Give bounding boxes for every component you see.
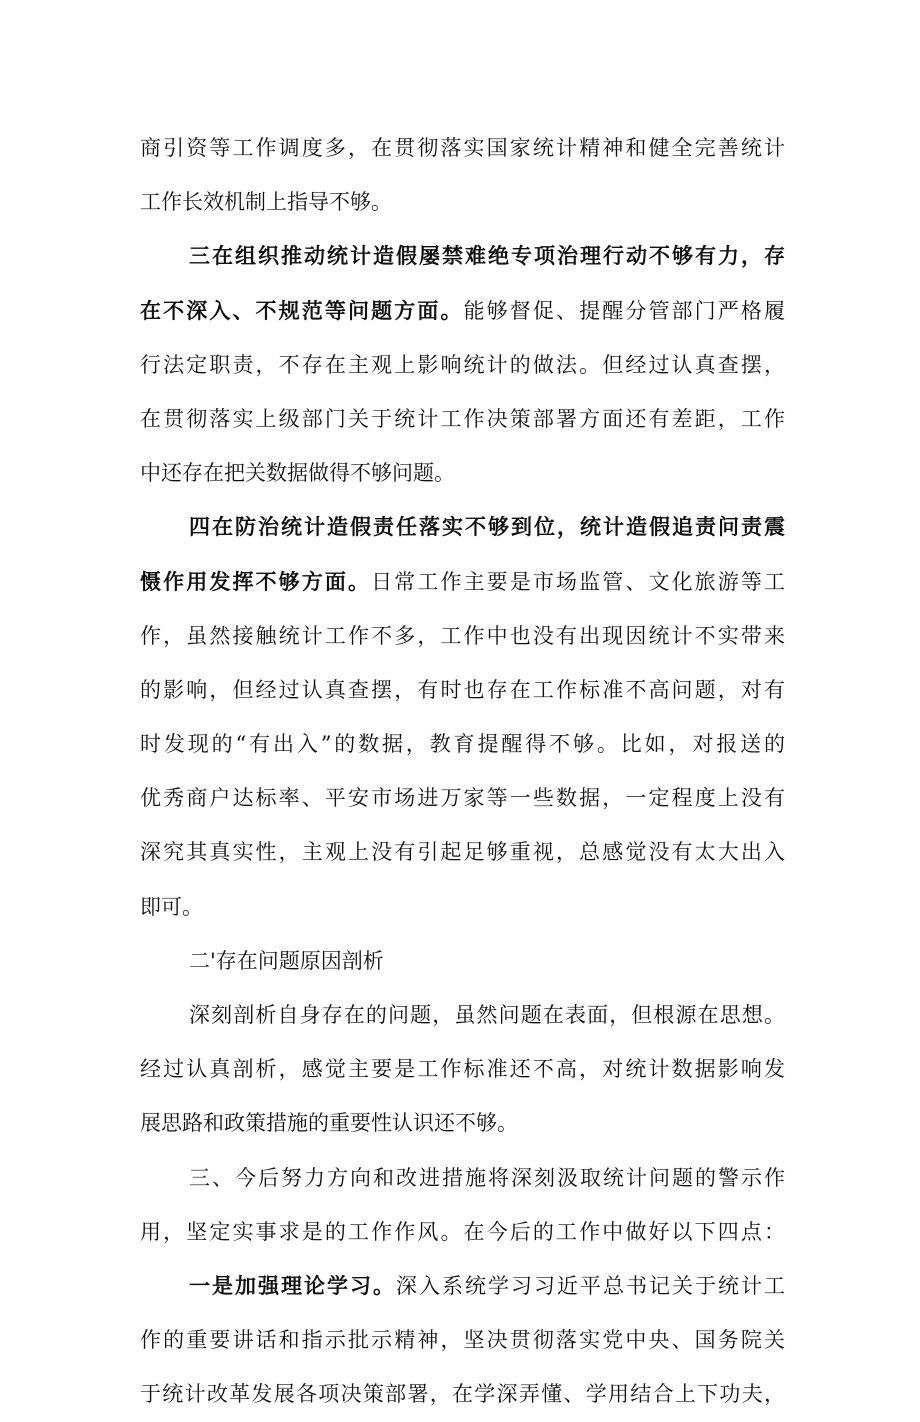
- paragraph-line: 即可。: [140, 894, 203, 919]
- section-heading-line: 四在防治统计造假责任落实不够到位，统计造假追责问责震: [189, 515, 785, 540]
- paragraph-line: 深刻剖析自身存在的问题，虽然问题在表面，但根源在思想。: [189, 1003, 785, 1027]
- paragraph-line: 用，坚定实事求是的工作作风。在今后的工作中做好以下四点：: [140, 1219, 785, 1244]
- paragraph-line: 作的重要讲话和指示批示精神，坚决贯彻落实党中央、国务院关: [140, 1328, 785, 1353]
- paragraph-line: 商引资等工作调度多，在贯彻落实国家统计精神和健全完善统计: [140, 136, 785, 160]
- paragraph-line: 在贯彻落实上级部门关于统计工作决策部署方面还有差距，工作: [140, 406, 785, 431]
- paragraph-line: 在不深入、不规范等问题方面。能够督促、提醒分管部门严格履: [140, 298, 785, 323]
- paragraph-line: 时发现的“有出入”的数据，教育提醒得不够。比如，对报送的: [140, 732, 785, 757]
- section-title-line: 三、今后努力方向和改进措施将深刻汲取统计问题的警示作: [189, 1165, 785, 1190]
- paragraph-line: 作，虽然接触统计工作不多，工作中也没有出现因统计不实带来: [140, 623, 785, 648]
- paragraph-line: 展思路和政策措施的重要性认识还不够。: [140, 1111, 518, 1136]
- paragraph-line: 优秀商户达标率、平安市场进万家等一些数据，一定程度上没有: [140, 786, 785, 811]
- section-heading-line: 三在组织推动统计造假屡禁难绝专项治理行动不够有力，存: [189, 244, 785, 269]
- paragraph-line: 一是加强理论学习。深入系统学习习近平总书记关于统计工: [189, 1273, 785, 1298]
- paragraph-line: 于统计改革发展各项决策部署，在学深弄懂、学用结合上下功夫，: [140, 1382, 785, 1407]
- paragraph-line: 深究其真实性，主观上没有引起足够重视，总感觉没有太大出入: [140, 840, 785, 865]
- paragraph-line: 的影响，但经过认真查摆，有时也存在工作标准不高问题，对有: [140, 677, 785, 702]
- section-title: 二'存在问题原因剖析: [189, 948, 384, 973]
- paragraph-line: 行法定职责，不存在主观上影响统计的做法。但经过认真查摆，: [140, 352, 785, 377]
- paragraph-line: 经过认真剖析，感觉主要是工作标准还不高，对统计数据影响发: [140, 1057, 785, 1082]
- paragraph-line: 慑作用发挥不够方面。日常工作主要是市场监管、文化旅游等工: [140, 569, 785, 594]
- paragraph-line: 中还存在把关数据做得不够问题。: [140, 461, 455, 486]
- paragraph-line: 工作长效机制上指导不够。: [140, 190, 392, 215]
